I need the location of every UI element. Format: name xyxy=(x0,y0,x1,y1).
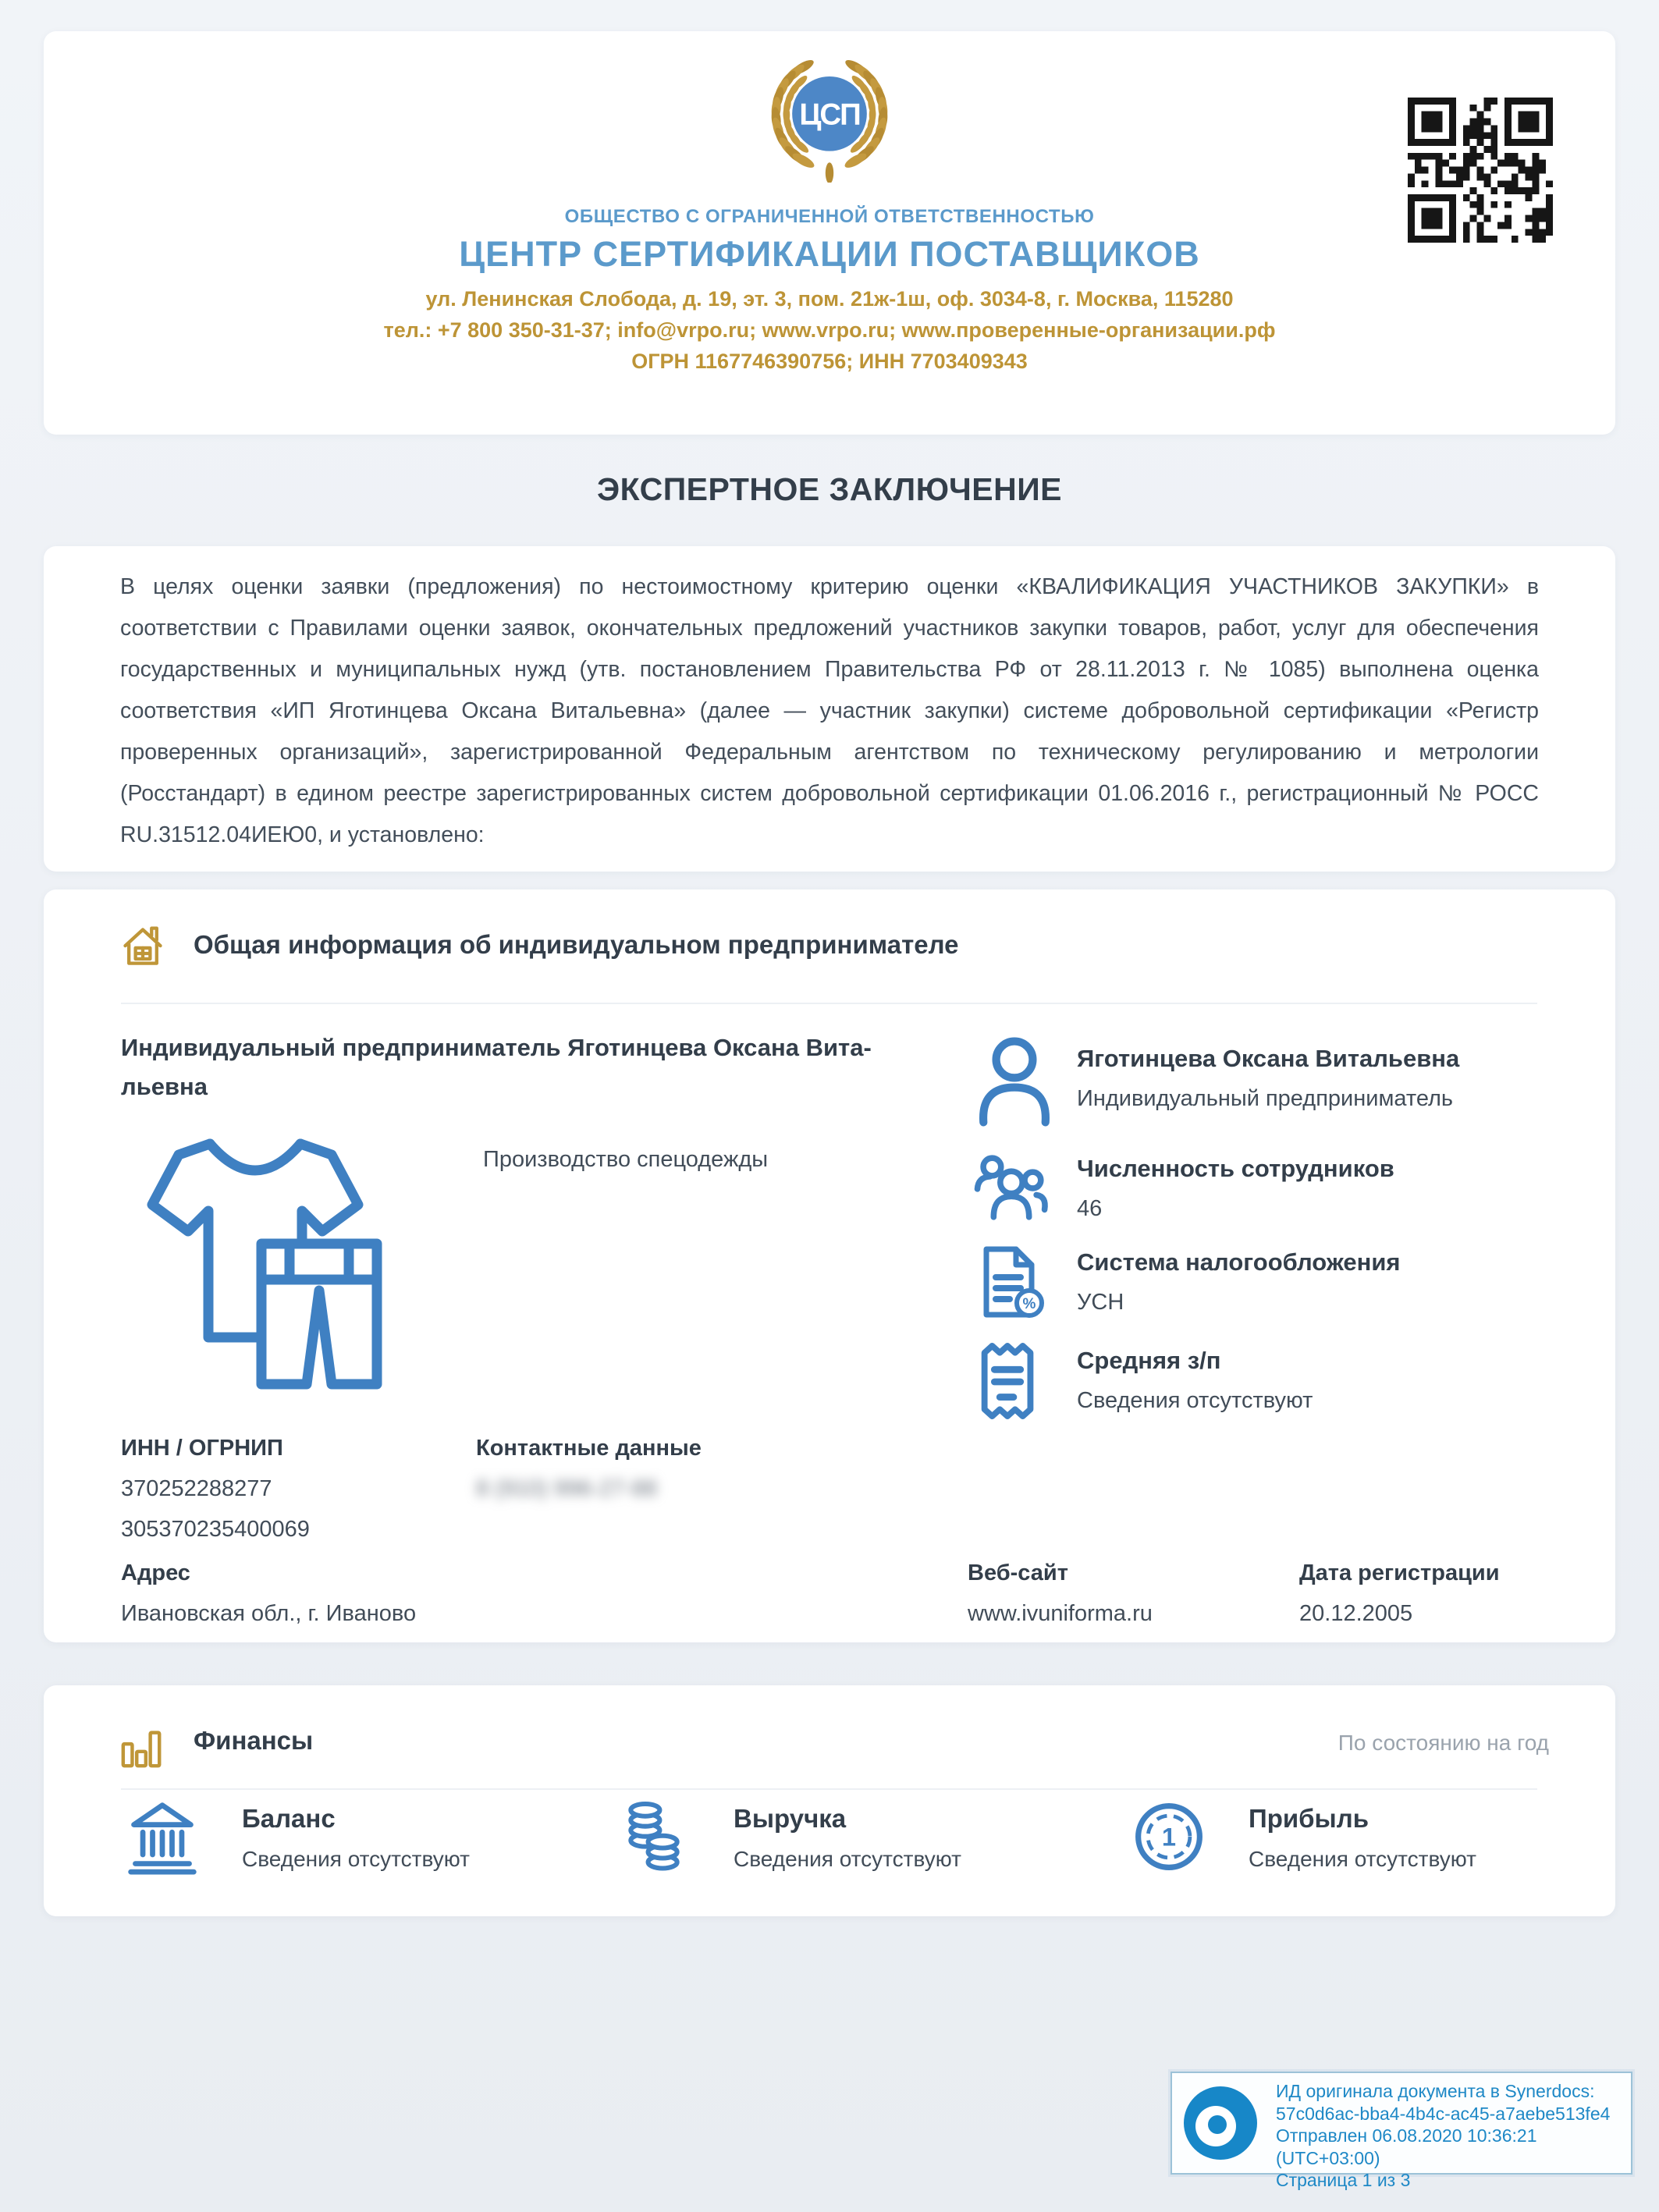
org-type: ОБЩЕСТВО С ОГРАНИЧЕННОЙ ОТВЕТСТВЕННОСТЬЮ xyxy=(564,206,1095,227)
owner-type: Индивидуальный предприниматель xyxy=(1077,1086,1454,1111)
registration-date-label: Дата регистрации xyxy=(1299,1560,1500,1585)
profit-value: Сведения отсутствуют xyxy=(1249,1847,1476,1871)
house-icon xyxy=(119,924,166,971)
stamp-line-page: Страница 1 из 3 xyxy=(1276,2170,1411,2190)
stamp-text xyxy=(1276,2080,1631,2192)
header-card xyxy=(44,31,1615,435)
contact-phone-obscured: 8 (910) 996-27-88 xyxy=(476,1476,658,1501)
salary-label: Средняя з/п xyxy=(1077,1347,1221,1374)
section-divider xyxy=(121,1003,1537,1004)
org-address: ул. Ленинская Слобода, д. 19, эт. 3, пом. 21ж-1ш, оф. 3034-8, г. Москва, 115280 xyxy=(425,287,1234,311)
tax-value: УСН xyxy=(1077,1290,1124,1315)
intro-paragraph: В целях оценки заявки (предложения) по нестоимостному критерию оценки «КВАЛИФИКАЦИЯ УЧАСТНИКОВ ЗАКУПКИ» в соответствии с Правилами оценки заявок, окончательных предложений участников закупки товаров, работ, услуг для обеспечения государственных и муниципальных нужд (утв. постановлением Правительства РФ от 28.11.2013 г. № 1085) выполнена оценка соответствия «ИП Яготинцева Оксана Витальевна» (далее — участник закупки) системе добровольной сертификации «Регистр проверенных организаций», зарегистрированной Федеральным агентством по техническому регулированию и метрологии (Росстандарт) в едином реестре зарегистрированных систем добровольной сертификации 01.06.2016 г., регистрационный № РОСС RU.31512.04ИЕЮ0, и установлено: xyxy=(120,574,1539,847)
address-value: Ивановская обл., г. Иваново xyxy=(121,1601,417,1626)
synerdocs-logo-icon xyxy=(1181,2084,1259,2162)
org-contacts: тел.: +7 800 350-31-37; info@vrpo.ru; www.vrpo.ru; www.проверенные-организации.рф xyxy=(383,318,1276,342)
inn-ogrnip-label: ИНН / ОГРНИП xyxy=(121,1436,283,1461)
salary-value: Сведения отсутствуют xyxy=(1077,1388,1313,1413)
coins-icon xyxy=(616,1798,691,1878)
general-info-card xyxy=(44,889,1615,1642)
bar-chart-icon xyxy=(119,1723,165,1771)
employees-value: 46 xyxy=(1077,1196,1103,1221)
website-value: www.ivuniforma.ru xyxy=(968,1601,1153,1626)
finances-as-of-note: По состоянию на год xyxy=(1338,1731,1549,1755)
one-glyph: 1 xyxy=(1161,1822,1177,1852)
section-divider xyxy=(121,1788,1537,1790)
general-info-title: Общая информация об индивидуальном предпринимателе xyxy=(194,930,959,959)
people-icon xyxy=(971,1149,1052,1227)
employees-label: Численность сотрудников xyxy=(1077,1155,1394,1182)
clothing-icon xyxy=(144,1125,386,1394)
org-name: ЦЕНТР СЕРТИФИКАЦИИ ПОСТАВЩИКОВ xyxy=(459,234,1200,274)
address-label: Адрес xyxy=(121,1560,190,1585)
org-reg-numbers: ОГРН 1167746390756; ИНН 7703409343 xyxy=(631,350,1028,373)
activity-label: Производство спецодежды xyxy=(483,1147,769,1172)
receipt-icon xyxy=(971,1339,1047,1423)
person-icon xyxy=(971,1035,1058,1129)
owner-name: Яготинцева Оксана Витальевна xyxy=(1077,1045,1460,1072)
entrepreneur-name: Индивидуальный предприниматель Яготинцева Оксана Витальевна xyxy=(121,1034,872,1100)
profit-coin-icon xyxy=(1131,1798,1206,1875)
website-label: Веб-сайт xyxy=(968,1560,1068,1585)
intro-card xyxy=(44,546,1615,872)
stamp-line-document-id: 57c0d6ac-bba4-4b4c-ac45-a7aebe513fe4 xyxy=(1276,2103,1611,2124)
profit-label: Прибыль xyxy=(1249,1804,1369,1833)
balance-value: Сведения отсутствуют xyxy=(242,1847,470,1871)
contact-label: Контактные данные xyxy=(476,1436,702,1461)
bank-icon xyxy=(125,1798,200,1875)
percent-glyph: % xyxy=(1022,1296,1036,1312)
tax-label: Система налогообложения xyxy=(1077,1248,1401,1276)
revenue-label: Выручка xyxy=(734,1804,847,1833)
finances-card xyxy=(44,1685,1615,1916)
logo-monogram: ЦСП xyxy=(799,98,860,132)
tax-document-icon xyxy=(971,1241,1049,1323)
csp-laurel-logo-icon xyxy=(44,51,1615,183)
finances-title: Финансы xyxy=(194,1726,314,1755)
page-title: ЭКСПЕРТНОЕ ЗАКЛЮЧЕНИЕ xyxy=(596,471,1063,507)
qr-code xyxy=(1408,98,1553,243)
stamp-line-sent: Отправлен 06.08.2020 10:36:21 (UTC+03:00) xyxy=(1276,2125,1537,2168)
revenue-value: Сведения отсутствуют xyxy=(734,1847,961,1871)
ogrnip-value: 305370235400069 xyxy=(121,1517,310,1542)
inn-value: 370252288277 xyxy=(121,1476,272,1501)
stamp-line-id-caption: ИД оригинала документа в Synerdocs: xyxy=(1276,2081,1595,2101)
balance-label: Баланс xyxy=(242,1804,336,1833)
registration-date-value: 20.12.2005 xyxy=(1299,1601,1413,1626)
synerdocs-stamp xyxy=(1171,2072,1632,2190)
